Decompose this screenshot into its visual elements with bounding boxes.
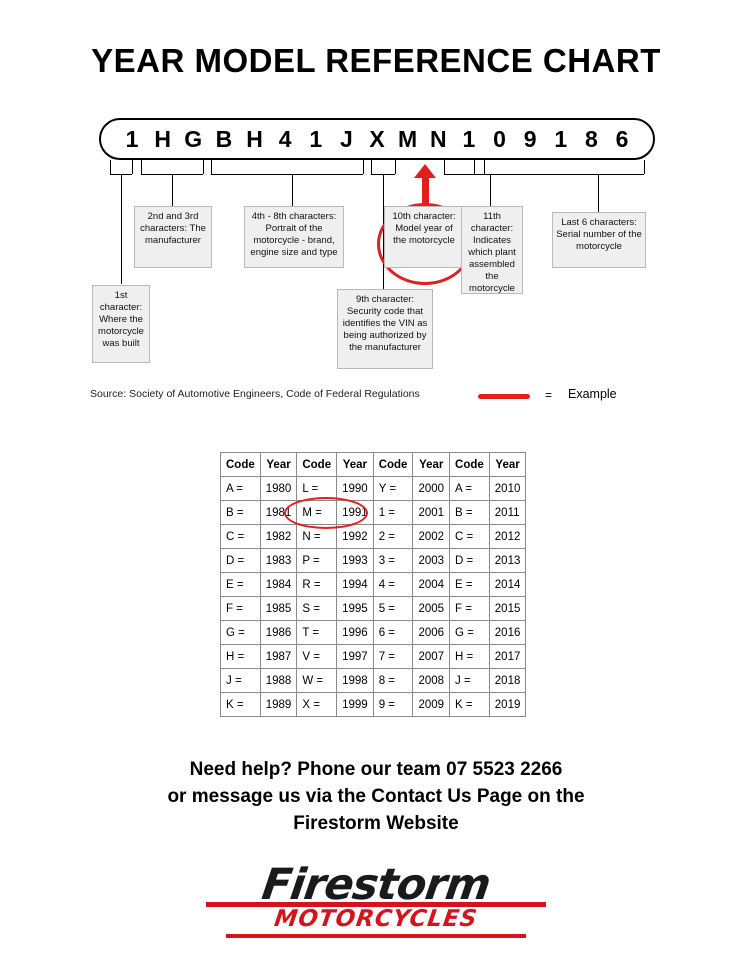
cell-code: L = bbox=[297, 477, 337, 501]
cell-year: 1995 bbox=[337, 597, 374, 621]
leader-line bbox=[211, 174, 363, 175]
vin-char: 6 bbox=[615, 125, 629, 152]
cell-year: 2013 bbox=[489, 549, 526, 573]
leader-line bbox=[292, 174, 293, 206]
cell-year: 1982 bbox=[260, 525, 297, 549]
table-row bbox=[221, 501, 526, 525]
cell-year: 2011 bbox=[489, 501, 526, 525]
table-row bbox=[221, 525, 526, 549]
cell-year: 2008 bbox=[413, 669, 450, 693]
cell-code: T = bbox=[297, 621, 337, 645]
cell-code: E = bbox=[221, 573, 261, 597]
leader-line bbox=[395, 160, 396, 174]
vin-char: 1 bbox=[309, 125, 323, 152]
cell-year: 1987 bbox=[260, 645, 297, 669]
cell-code: 2 = bbox=[373, 525, 413, 549]
leader-line bbox=[444, 160, 445, 174]
callout-9th-character: 9th character: Security code that identifies the VIN as being authorized by the manufacturer bbox=[337, 289, 433, 369]
legend-equals-sign: = bbox=[545, 388, 553, 402]
cell-code: R = bbox=[297, 573, 337, 597]
leader-line bbox=[110, 160, 111, 174]
column-header-code: Code bbox=[373, 453, 413, 477]
cell-code: A = bbox=[221, 477, 261, 501]
leader-line bbox=[141, 160, 142, 174]
cell-code: 1 = bbox=[373, 501, 413, 525]
page-title: YEAR MODEL REFERENCE CHART bbox=[91, 42, 661, 79]
cell-code-highlighted: M = bbox=[297, 501, 337, 525]
cell-year: 2003 bbox=[413, 549, 450, 573]
cell-year: 1993 bbox=[337, 549, 374, 573]
cell-code: B = bbox=[450, 501, 490, 525]
column-header-year: Year bbox=[260, 453, 297, 477]
cell-code: 4 = bbox=[373, 573, 413, 597]
vin-char: 8 bbox=[584, 125, 598, 152]
column-header-code: Code bbox=[297, 453, 337, 477]
cell-year: 2017 bbox=[489, 645, 526, 669]
cell-year: 2002 bbox=[413, 525, 450, 549]
callout-last-6-characters: Last 6 characters: Serial number of the motorcycle bbox=[552, 212, 646, 268]
vin-char: 1 bbox=[462, 125, 476, 152]
leader-line bbox=[132, 160, 133, 174]
cell-year: 1986 bbox=[260, 621, 297, 645]
column-header-code: Code bbox=[221, 453, 261, 477]
cell-year: 1981 bbox=[260, 501, 297, 525]
vin-char: 0 bbox=[493, 125, 506, 152]
table-row bbox=[221, 549, 526, 573]
column-header-year: Year bbox=[337, 453, 374, 477]
cell-code: 3 = bbox=[373, 549, 413, 573]
cell-year: 2016 bbox=[489, 621, 526, 645]
callout-10th-character: 10th character: Model year of the motorcycle bbox=[384, 206, 464, 268]
cell-code: 8 = bbox=[373, 669, 413, 693]
cell-year: 1999 bbox=[337, 693, 374, 717]
vin-char: 1 bbox=[554, 125, 568, 152]
callout-11th-character: 11th character: Indicates which plant assembled the motorcycle bbox=[461, 206, 523, 294]
table-row bbox=[221, 693, 526, 717]
cell-code: C = bbox=[221, 525, 261, 549]
column-header-year: Year bbox=[489, 453, 526, 477]
cell-code: 5 = bbox=[373, 597, 413, 621]
cell-code: B = bbox=[221, 501, 261, 525]
footer-line-2: or message us via the Contact Us Page on the bbox=[167, 786, 585, 807]
vin-char: G bbox=[184, 125, 203, 152]
cell-code: 9 = bbox=[373, 693, 413, 717]
cell-code: N = bbox=[297, 525, 337, 549]
leader-line bbox=[484, 174, 644, 175]
cell-year: 1996 bbox=[337, 621, 374, 645]
leader-line bbox=[484, 160, 485, 174]
cell-year-highlighted: 1991 bbox=[337, 501, 374, 525]
cell-year: 2012 bbox=[489, 525, 526, 549]
vin-char: H bbox=[154, 125, 171, 152]
logo-brand-name: Firestorm bbox=[258, 860, 494, 910]
cell-year: 2006 bbox=[413, 621, 450, 645]
cell-code: K = bbox=[450, 693, 490, 717]
cell-code: D = bbox=[221, 549, 261, 573]
cell-code: 6 = bbox=[373, 621, 413, 645]
cell-code: X = bbox=[297, 693, 337, 717]
table-row bbox=[221, 573, 526, 597]
cell-code: W = bbox=[297, 669, 337, 693]
vin-char-model-year: M bbox=[398, 125, 418, 152]
table-row bbox=[221, 645, 526, 669]
cell-code: F = bbox=[221, 597, 261, 621]
cell-code: A = bbox=[450, 477, 490, 501]
cell-code: J = bbox=[450, 669, 490, 693]
cell-code: C = bbox=[450, 525, 490, 549]
cell-code: P = bbox=[297, 549, 337, 573]
legend-example-swatch bbox=[478, 394, 530, 399]
cell-year: 1994 bbox=[337, 573, 374, 597]
callout-4th-8th-characters: 4th - 8th characters: Portrait of the motorcycle - brand, engine size and type bbox=[244, 206, 344, 268]
table-highlight-ellipse bbox=[284, 497, 368, 529]
cell-year: 2004 bbox=[413, 573, 450, 597]
cell-year: 1980 bbox=[260, 477, 297, 501]
vin-char: B bbox=[215, 125, 233, 152]
cell-year: 1998 bbox=[337, 669, 374, 693]
cell-year: 2018 bbox=[489, 669, 526, 693]
cell-code: J = bbox=[221, 669, 261, 693]
footer-line-1: Need help? Phone our team 07 5523 2266 bbox=[189, 759, 563, 780]
footer-contact bbox=[0, 756, 752, 837]
cell-year: 2000 bbox=[413, 477, 450, 501]
cell-code: K = bbox=[221, 693, 261, 717]
legend-example-label: Example bbox=[568, 387, 617, 401]
cell-year: 1997 bbox=[337, 645, 374, 669]
leader-line bbox=[474, 160, 475, 174]
vin-char: 1 bbox=[125, 125, 139, 152]
cell-code: S = bbox=[297, 597, 337, 621]
cell-code: G = bbox=[221, 621, 261, 645]
cell-year: 2001 bbox=[413, 501, 450, 525]
vin-number-box bbox=[99, 118, 655, 160]
vin-char: N bbox=[429, 125, 447, 152]
cell-year: 1992 bbox=[337, 525, 374, 549]
model-year-arrowhead bbox=[414, 164, 436, 178]
cell-year: 1990 bbox=[337, 477, 374, 501]
cell-year: 1989 bbox=[260, 693, 297, 717]
source-text: Source: Society of Automotive Engineers, Code of Federal Regulations bbox=[90, 388, 420, 400]
cell-year: 2007 bbox=[413, 645, 450, 669]
cell-year: 2010 bbox=[489, 477, 526, 501]
vin-char: J bbox=[339, 125, 353, 152]
cell-year: 1983 bbox=[260, 549, 297, 573]
table-row bbox=[221, 669, 526, 693]
cell-code: V = bbox=[297, 645, 337, 669]
leader-line bbox=[121, 174, 122, 284]
cell-year: 2019 bbox=[489, 693, 526, 717]
vin-char: 4 bbox=[278, 125, 292, 152]
leader-line bbox=[211, 160, 212, 174]
leader-line bbox=[598, 174, 599, 212]
firestorm-logo bbox=[196, 858, 556, 940]
table-row bbox=[221, 621, 526, 645]
cell-year: 2009 bbox=[413, 693, 450, 717]
leader-line bbox=[363, 160, 364, 174]
vin-char: 9 bbox=[523, 125, 537, 152]
leader-line bbox=[203, 160, 204, 174]
cell-code: H = bbox=[450, 645, 490, 669]
cell-code: Y = bbox=[373, 477, 413, 501]
callout-1st-character: 1st character: Where the motorcycle was built bbox=[92, 285, 150, 363]
cell-code: 7 = bbox=[373, 645, 413, 669]
table-row bbox=[221, 597, 526, 621]
vin-char: X bbox=[369, 125, 385, 152]
callout-2nd-3rd-characters: 2nd and 3rd characters: The manufacturer bbox=[134, 206, 212, 268]
cell-code: F = bbox=[450, 597, 490, 621]
column-header-year: Year bbox=[413, 453, 450, 477]
cell-year: 1984 bbox=[260, 573, 297, 597]
vin-char: H bbox=[246, 125, 263, 152]
table-header-row bbox=[221, 453, 526, 477]
cell-code: E = bbox=[450, 573, 490, 597]
cell-year: 2015 bbox=[489, 597, 526, 621]
leader-line bbox=[371, 160, 372, 174]
footer-line-3: Firestorm Website bbox=[293, 813, 459, 834]
cell-year: 2005 bbox=[413, 597, 450, 621]
cell-code: H = bbox=[221, 645, 261, 669]
cell-code: D = bbox=[450, 549, 490, 573]
leader-line bbox=[644, 160, 645, 174]
year-code-table bbox=[220, 452, 526, 717]
cell-code: G = bbox=[450, 621, 490, 645]
logo-accent-bar bbox=[226, 934, 526, 938]
logo-subtitle: MOTORCYCLES bbox=[272, 906, 480, 932]
column-header-code: Code bbox=[450, 453, 490, 477]
table-row bbox=[221, 477, 526, 501]
leader-line bbox=[172, 174, 173, 206]
cell-year: 2014 bbox=[489, 573, 526, 597]
cell-year: 1985 bbox=[260, 597, 297, 621]
cell-year: 1988 bbox=[260, 669, 297, 693]
